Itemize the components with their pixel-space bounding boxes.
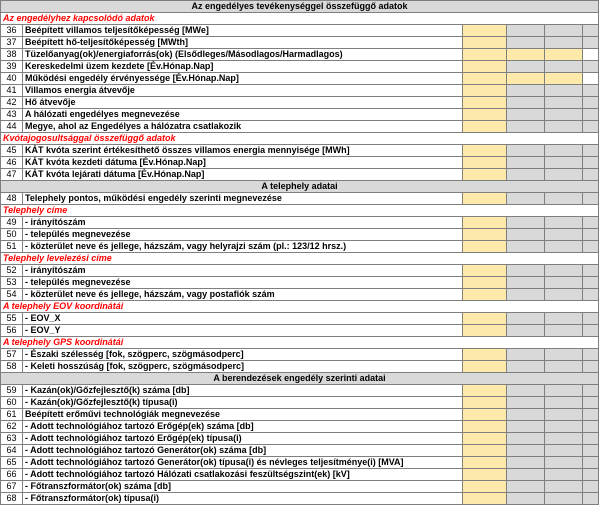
table-row (1, 145, 599, 157)
table-row (1, 349, 599, 361)
value-cell[interactable] (463, 97, 507, 109)
row-label: - irányítószám (23, 217, 463, 229)
value-cell (583, 169, 599, 181)
value-cell[interactable] (463, 25, 507, 37)
table-row (1, 385, 599, 397)
section-header-row (1, 181, 599, 193)
row-label: - Északi szélesség [fok, szögperc, szögmásodperc] (23, 349, 463, 361)
row-label: - Adott technológiához tartozó Erőgép(ek) száma [db] (23, 421, 463, 433)
value-cell (545, 193, 583, 205)
value-cell (507, 61, 545, 73)
value-cell[interactable] (463, 37, 507, 49)
table-row (1, 277, 599, 289)
value-cell (545, 229, 583, 241)
row-label: Beépített hő-teljesítőképesség [MWth] (23, 37, 463, 49)
table-row (1, 229, 599, 241)
value-cell (507, 277, 545, 289)
row-number: 64 (1, 445, 23, 457)
table-row (1, 481, 599, 493)
subsection-title: Telephely címe (1, 205, 599, 217)
value-cell (583, 349, 599, 361)
table-row (1, 421, 599, 433)
row-number: 52 (1, 265, 23, 277)
value-cell (507, 409, 545, 421)
value-cell[interactable] (463, 229, 507, 241)
value-cell (583, 145, 599, 157)
row-label: Villamos energia átvevője (23, 85, 463, 97)
value-cell[interactable] (463, 49, 507, 61)
value-cell (583, 397, 599, 409)
table-row (1, 325, 599, 337)
subsection-title-row (1, 337, 599, 349)
value-cell (507, 157, 545, 169)
value-cell[interactable] (463, 361, 507, 373)
section-header: A berendezések engedély szerinti adatai (1, 373, 599, 385)
row-number: 55 (1, 313, 23, 325)
value-cell[interactable] (463, 169, 507, 181)
value-cell (545, 385, 583, 397)
value-cell[interactable] (463, 145, 507, 157)
value-cell[interactable] (463, 85, 507, 97)
value-cell[interactable] (463, 385, 507, 397)
subsection-title: A telephely EOV koordinátái (1, 301, 599, 313)
value-cell[interactable] (463, 121, 507, 133)
subsection-title-row (1, 133, 599, 145)
value-cell[interactable] (463, 265, 507, 277)
value-cell (583, 325, 599, 337)
value-cell[interactable] (463, 325, 507, 337)
table-row (1, 193, 599, 205)
value-cell[interactable] (463, 217, 507, 229)
value-cell (507, 361, 545, 373)
value-cell (583, 481, 599, 493)
row-label: - EOV_Y (23, 325, 463, 337)
table-row (1, 265, 599, 277)
value-cell (583, 313, 599, 325)
value-cell (545, 97, 583, 109)
value-cell (507, 241, 545, 253)
value-cell[interactable] (463, 61, 507, 73)
value-cell (507, 37, 545, 49)
section-header-row (1, 1, 599, 13)
table-row (1, 241, 599, 253)
value-cell (583, 49, 599, 61)
value-cell[interactable] (463, 289, 507, 301)
row-label: - Keleti hosszúság [fok, szögperc, szögmásodperc] (23, 361, 463, 373)
value-cell (545, 85, 583, 97)
value-cell[interactable] (463, 397, 507, 409)
subsection-title-row (1, 253, 599, 265)
subsection-title: A telephely GPS koordinátái (1, 337, 599, 349)
value-cell (583, 385, 599, 397)
value-cell (583, 217, 599, 229)
value-cell (583, 229, 599, 241)
value-cell (507, 25, 545, 37)
value-cell (583, 421, 599, 433)
row-label: KÁT kvóta szerint értékesíthető összes villamos energia mennyisége [MWh] (23, 145, 463, 157)
value-cell (583, 409, 599, 421)
value-cell (507, 481, 545, 493)
value-cell[interactable] (463, 109, 507, 121)
value-cell (507, 193, 545, 205)
value-cell (545, 349, 583, 361)
row-label: - Kazán(ok)/Gőzfejlesztő(k) típusa(i) (23, 397, 463, 409)
row-label: Működési engedély érvényessége [Év.Hónap.Nap] (23, 73, 463, 85)
subsection-title-row (1, 205, 599, 217)
value-cell (507, 421, 545, 433)
row-label: KÁT kvóta kezdeti dátuma [Év.Hónap.Nap] (23, 157, 463, 169)
table-row (1, 97, 599, 109)
table-row (1, 313, 599, 325)
row-number: 36 (1, 25, 23, 37)
value-cell (507, 349, 545, 361)
value-cell (507, 121, 545, 133)
row-number: 48 (1, 193, 23, 205)
value-cell[interactable] (507, 73, 545, 85)
value-cell (583, 265, 599, 277)
value-cell (507, 145, 545, 157)
value-cell[interactable] (463, 421, 507, 433)
value-cell (583, 445, 599, 457)
value-cell[interactable] (463, 73, 507, 85)
row-label: - irányítószám (23, 265, 463, 277)
value-cell (583, 121, 599, 133)
value-cell (583, 469, 599, 481)
value-cell (545, 433, 583, 445)
table-row (1, 61, 599, 73)
value-cell[interactable] (463, 313, 507, 325)
row-number: 43 (1, 109, 23, 121)
value-cell[interactable] (463, 241, 507, 253)
value-cell (545, 109, 583, 121)
value-cell (507, 313, 545, 325)
value-cell[interactable] (463, 457, 507, 469)
value-cell (545, 241, 583, 253)
row-label: - Adott technológiához tartozó Erőgép(ek) típusa(i) (23, 433, 463, 445)
value-cell (507, 217, 545, 229)
value-cell[interactable] (507, 49, 545, 61)
value-cell (507, 469, 545, 481)
value-cell (583, 289, 599, 301)
row-number: 60 (1, 397, 23, 409)
table-row (1, 49, 599, 61)
value-cell (507, 385, 545, 397)
row-number: 57 (1, 349, 23, 361)
value-cell (545, 265, 583, 277)
value-cell (583, 25, 599, 37)
table-row (1, 493, 599, 505)
value-cell (507, 229, 545, 241)
value-cell[interactable] (463, 433, 507, 445)
row-number: 63 (1, 433, 23, 445)
row-number: 46 (1, 157, 23, 169)
row-number: 56 (1, 325, 23, 337)
row-number: 41 (1, 85, 23, 97)
table-row (1, 457, 599, 469)
row-number: 47 (1, 169, 23, 181)
value-cell (507, 169, 545, 181)
row-number: 40 (1, 73, 23, 85)
value-cell (545, 169, 583, 181)
table-row (1, 109, 599, 121)
row-label: - Főtranszformátor(ok) száma [db] (23, 481, 463, 493)
row-number: 53 (1, 277, 23, 289)
value-cell[interactable] (463, 349, 507, 361)
value-cell (545, 313, 583, 325)
value-cell[interactable] (463, 409, 507, 421)
value-cell (583, 157, 599, 169)
value-cell (507, 289, 545, 301)
row-number: 61 (1, 409, 23, 421)
row-number: 45 (1, 145, 23, 157)
value-cell[interactable] (463, 445, 507, 457)
value-cell (507, 97, 545, 109)
value-cell (545, 469, 583, 481)
value-cell (545, 25, 583, 37)
row-number: 44 (1, 121, 23, 133)
value-cell[interactable] (545, 73, 583, 85)
row-label: - település megnevezése (23, 229, 463, 241)
row-number: 58 (1, 361, 23, 373)
value-cell[interactable] (463, 493, 507, 505)
value-cell (545, 145, 583, 157)
row-label: - EOV_X (23, 313, 463, 325)
value-cell (545, 397, 583, 409)
value-cell (583, 361, 599, 373)
value-cell (507, 109, 545, 121)
value-cell (583, 493, 599, 505)
subsection-title-row (1, 301, 599, 313)
row-number: 67 (1, 481, 23, 493)
value-cell (583, 457, 599, 469)
value-cell (507, 445, 545, 457)
value-cell (507, 85, 545, 97)
row-label: Telephely pontos, működési engedély szerinti megnevezése (23, 193, 463, 205)
value-cell (545, 481, 583, 493)
value-cell (583, 37, 599, 49)
value-cell (507, 265, 545, 277)
value-cell[interactable] (463, 469, 507, 481)
value-cell (583, 193, 599, 205)
section-header-row (1, 373, 599, 385)
value-cell[interactable] (463, 157, 507, 169)
row-number: 42 (1, 97, 23, 109)
table-row (1, 217, 599, 229)
table-row (1, 433, 599, 445)
row-number: 38 (1, 49, 23, 61)
table-row (1, 85, 599, 97)
row-label: - közterület neve és jellege, házszám, vagy postafiók szám (23, 289, 463, 301)
row-number: 49 (1, 217, 23, 229)
section-header: Az engedélyes tevékenységgel összefüggő adatok (1, 1, 599, 13)
value-cell[interactable] (545, 49, 583, 61)
value-cell (507, 433, 545, 445)
row-number: 50 (1, 229, 23, 241)
value-cell (545, 121, 583, 133)
row-label: Kereskedelmi üzem kezdete [Év.Hónap.Nap] (23, 61, 463, 73)
subsection-title: Kvótajogosultsággal összefüggő adatok (1, 133, 599, 145)
table-row (1, 169, 599, 181)
value-cell (507, 457, 545, 469)
row-label: Tüzelőanyag(ok)/energiaforrás(ok) (Elsődleges/Másodlagos/Harmadlagos) (23, 49, 463, 61)
table-row (1, 361, 599, 373)
table-row (1, 157, 599, 169)
value-cell (583, 277, 599, 289)
subsection-title: Az engedélyhez kapcsolódó adatok (1, 13, 599, 25)
row-label: Megye, ahol az Engedélyes a hálózatra csatlakozik (23, 121, 463, 133)
value-cell (545, 61, 583, 73)
value-cell (545, 37, 583, 49)
value-cell (545, 289, 583, 301)
row-label: Hő átvevője (23, 97, 463, 109)
value-cell (583, 433, 599, 445)
table-row (1, 37, 599, 49)
row-number: 39 (1, 61, 23, 73)
value-cell[interactable] (463, 481, 507, 493)
row-label: - közterület neve és jellege, házszám, vagy helyrajzi szám (pl.: 123/12 hrsz.) (23, 241, 463, 253)
value-cell (545, 277, 583, 289)
value-cell (583, 85, 599, 97)
table-row (1, 121, 599, 133)
row-label: - Főtranszformátor(ok) típusa(i) (23, 493, 463, 505)
value-cell (583, 97, 599, 109)
value-cell (583, 241, 599, 253)
row-number: 65 (1, 457, 23, 469)
value-cell (545, 325, 583, 337)
value-cell (507, 397, 545, 409)
value-cell (545, 157, 583, 169)
row-number: 51 (1, 241, 23, 253)
table-row (1, 289, 599, 301)
subsection-title: Telephely levelezési címe (1, 253, 599, 265)
row-number: 68 (1, 493, 23, 505)
value-cell (583, 109, 599, 121)
table-row (1, 397, 599, 409)
row-number: 37 (1, 37, 23, 49)
value-cell (583, 73, 599, 85)
table-row (1, 445, 599, 457)
table-row (1, 73, 599, 85)
value-cell (545, 445, 583, 457)
row-label: A hálózati engedélyes megnevezése (23, 109, 463, 121)
subsection-title-row (1, 13, 599, 25)
value-cell (545, 421, 583, 433)
value-cell (583, 61, 599, 73)
row-label: - Adott technológiához tartozó Generátor(ok) száma [db] (23, 445, 463, 457)
value-cell[interactable] (463, 193, 507, 205)
row-label: - Adott technológiához tartozó Hálózati csatlakozási feszültségszint(ek) [kV] (23, 469, 463, 481)
value-cell (545, 361, 583, 373)
row-number: 54 (1, 289, 23, 301)
table-row (1, 25, 599, 37)
row-number: 59 (1, 385, 23, 397)
row-label: KÁT kvóta lejárati dátuma [Év.Hónap.Nap] (23, 169, 463, 181)
value-cell (545, 457, 583, 469)
value-cell[interactable] (463, 277, 507, 289)
value-cell (545, 493, 583, 505)
value-cell (545, 409, 583, 421)
value-cell (507, 493, 545, 505)
section-header: A telephely adatai (1, 181, 599, 193)
row-label: Beépített villamos teljesítőképesség [MWe] (23, 25, 463, 37)
table-row (1, 409, 599, 421)
row-label: - település megnevezése (23, 277, 463, 289)
row-label: - Adott technológiához tartozó Generátor(ok) típusa(i) és névleges teljesítménye(i) [MVA] (23, 457, 463, 469)
row-number: 66 (1, 469, 23, 481)
row-number: 62 (1, 421, 23, 433)
value-cell (545, 217, 583, 229)
table-row (1, 469, 599, 481)
row-label: Beépített erőművi technológiák megnevezése (23, 409, 463, 421)
row-label: - Kazán(ok)/Gőzfejlesztő(k) száma [db] (23, 385, 463, 397)
value-cell (507, 325, 545, 337)
